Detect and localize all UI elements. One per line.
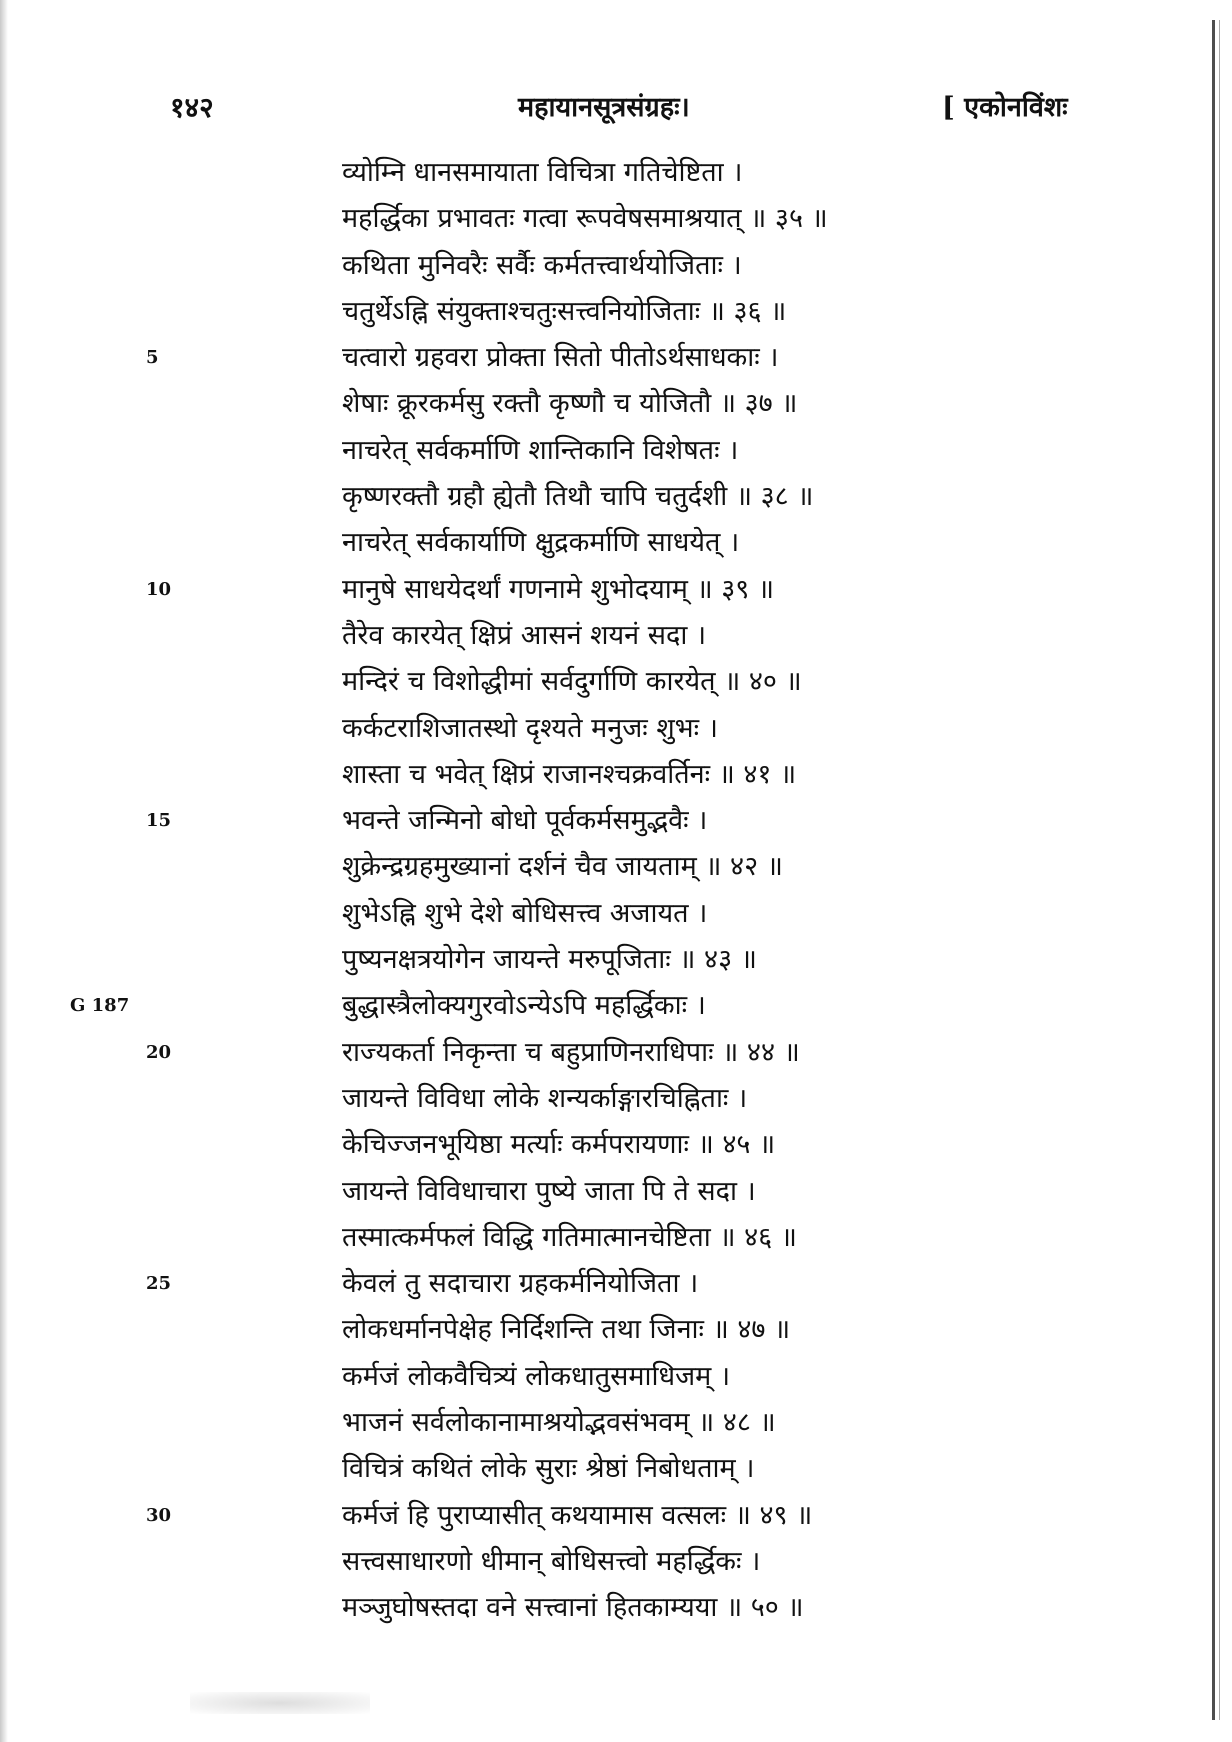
scan-speckle <box>190 1692 370 1714</box>
verse-line <box>0 474 1232 520</box>
verse-text: तस्मात्कर्मफलं विद्धि गतिमात्मानचेष्टिता ॥ ४६ ॥ <box>342 1221 797 1253</box>
verse-text: शुभेऽह्नि शुभे देशे बोधिसत्त्व अजायत । <box>342 897 708 929</box>
verse-text: राज्यकर्ता निकृन्ता च बहुप्राणिनराधिपाः ॥ ४४ ॥ <box>342 1036 800 1068</box>
verse-line <box>0 1539 1232 1585</box>
verse-text: बुद्धास्त्रैलोक्यगुरवोऽन्येऽपि महर्द्धिकाः । <box>342 990 706 1022</box>
line-number: 30 <box>146 1504 172 1526</box>
verse-line <box>0 659 1232 705</box>
verse-text: पुष्यनक्षत्रयोगेन जायन्ते मरुपूजिताः ॥ ४३ ॥ <box>342 944 757 976</box>
verse-line <box>0 937 1232 983</box>
verse-line <box>0 1400 1232 1446</box>
verse-text: शुक्रेन्द्रग्रहमुख्यानां दर्शनं चैव जायताम् ॥ ४२ ॥ <box>342 851 783 883</box>
line-number: 20 <box>146 1041 172 1063</box>
verse-line <box>0 1076 1232 1122</box>
verse-line <box>0 1122 1232 1168</box>
line-number: 15 <box>146 810 172 832</box>
verse-text: नाचरेत् सर्वकार्याणि क्षुद्रकर्माणि साधयेत् । <box>342 527 740 559</box>
verse-text: कथिता मुनिवरैः सर्वैः कर्मतत्त्वार्थयोजिताः । <box>342 249 742 281</box>
verse-text: लोकधर्मानपेक्षेह निर्दिशन्ति तथा जिनाः ॥ ४७ ॥ <box>342 1314 791 1346</box>
verse-line <box>0 798 1232 844</box>
verse-line <box>0 1261 1232 1307</box>
verse-line <box>0 613 1232 659</box>
verse-line <box>0 706 1232 752</box>
page-header <box>0 88 1232 128</box>
verse-line <box>0 752 1232 798</box>
verse-line <box>0 891 1232 937</box>
verse-text: सत्त्वसाधारणो धीमान् बोधिसत्त्वो महर्द्धिकः । <box>342 1545 761 1577</box>
verse-text: विचित्रं कथितं लोके सुराः श्रेष्ठां निबोधताम् । <box>342 1453 755 1485</box>
verse-text: तैरेव कारयेत् क्षिप्रं आसनं शयनं सदा । <box>342 619 707 651</box>
verse-block <box>0 150 1232 1632</box>
running-title: महायानसूत्रसंग्रहः। <box>518 92 690 123</box>
verse-text: मन्दिरं च विशोद्धीमां सर्वदुर्गाणि कारयेत् ॥ ४० ॥ <box>342 666 802 698</box>
verse-text: शेषाः क्रूरकर्मसु रक्तौ कृष्णौ च योजितौ ॥ ३७ ॥ <box>342 388 798 420</box>
verse-text: भवन्ते जन्मिनो बोधो पूर्वकर्मसमुद्भवैः । <box>342 805 708 837</box>
verse-line <box>0 243 1232 289</box>
verse-text: केवलं तु सदाचारा ग्रहकर्मनियोजिता । <box>342 1268 699 1300</box>
verse-text: शास्ता च भवेत् क्षिप्रं राजानश्चक्रवर्तिनः ॥ ४१ ॥ <box>342 758 797 790</box>
verse-line <box>0 844 1232 890</box>
verse-line <box>0 1169 1232 1215</box>
verse-text: कर्कटराशिजातस्थो दृश्यते मनुजः शुभः । <box>342 712 718 744</box>
verse-line <box>0 1307 1232 1353</box>
line-number: 5 <box>146 347 159 369</box>
verse-text: कर्मजं लोकवैचित्र्यं लोकधातुसमाधिजम् । <box>342 1360 731 1392</box>
verse-line <box>0 1585 1232 1631</box>
line-number: 10 <box>146 578 172 600</box>
verse-line <box>0 1030 1232 1076</box>
verse-line <box>0 335 1232 381</box>
verse-line <box>0 983 1232 1029</box>
verse-text: व्योम्नि धानसमायाता विचित्रा गतिचेष्टिता । <box>342 157 743 188</box>
verse-line <box>0 1215 1232 1261</box>
verse-text: चतुर्थेऽह्नि संयुक्ताश्चतुःसत्त्वनियोजिताः ॥ ३६ ॥ <box>342 295 787 327</box>
verse-line <box>0 289 1232 335</box>
verse-text: महर्द्धिका प्रभावतः गत्वा रूपवेषसमाश्रयात् ॥ ३५ ॥ <box>342 203 828 235</box>
verse-line <box>0 1446 1232 1492</box>
verse-text: कृष्णरक्तौ ग्रहौ ह्येतौ तिथौ चापि चतुर्दशी ॥ ३८ ॥ <box>342 481 814 513</box>
verse-text: भाजनं सर्वलोकानामाश्रयोद्भवसंभवम् ॥ ४८ ॥ <box>342 1407 776 1439</box>
verse-text: जायन्ते विविधा लोके शन्यर्काङ्गारचिह्निताः । <box>342 1082 748 1114</box>
chapter-marker: [ एकोनविंशः <box>942 92 1068 123</box>
margin-reference: G 187 <box>70 995 130 1017</box>
verse-text: मञ्जुघोषस्तदा वने सत्त्वानां हितकाम्यया ॥ ५० ॥ <box>342 1592 804 1624</box>
verse-text: नाचरेत् सर्वकर्माणि शान्तिकानि विशेषतः । <box>342 434 739 466</box>
verse-text: केचिज्जनभूयिष्ठा मर्त्याः कर्मपरायणाः ॥ ४५ ॥ <box>342 1129 776 1161</box>
verse-text: जायन्ते विविधाचारा पुष्ये जाता पि ते सदा । <box>342 1175 756 1207</box>
verse-line <box>0 428 1232 474</box>
verse-text: मानुषे साधयेदर्थां गणनामे शुभोदयाम् ॥ ३९ ॥ <box>342 573 775 605</box>
verse-line <box>0 1493 1232 1539</box>
verse-line <box>0 567 1232 613</box>
verse-line <box>0 196 1232 242</box>
verse-line <box>0 150 1232 196</box>
verse-line <box>0 1354 1232 1400</box>
verse-text: कर्मजं हि पुराप्यासीत् कथयामास वत्सलः ॥ ४९ ॥ <box>342 1499 813 1531</box>
verse-line <box>0 381 1232 427</box>
line-number: 25 <box>146 1273 172 1295</box>
verse-text: चत्वारो ग्रहवरा प्रोक्ता सितो पीतोऽर्थसाधकाः । <box>342 342 779 374</box>
verse-line <box>0 520 1232 566</box>
page-number: १४२ <box>170 91 214 124</box>
